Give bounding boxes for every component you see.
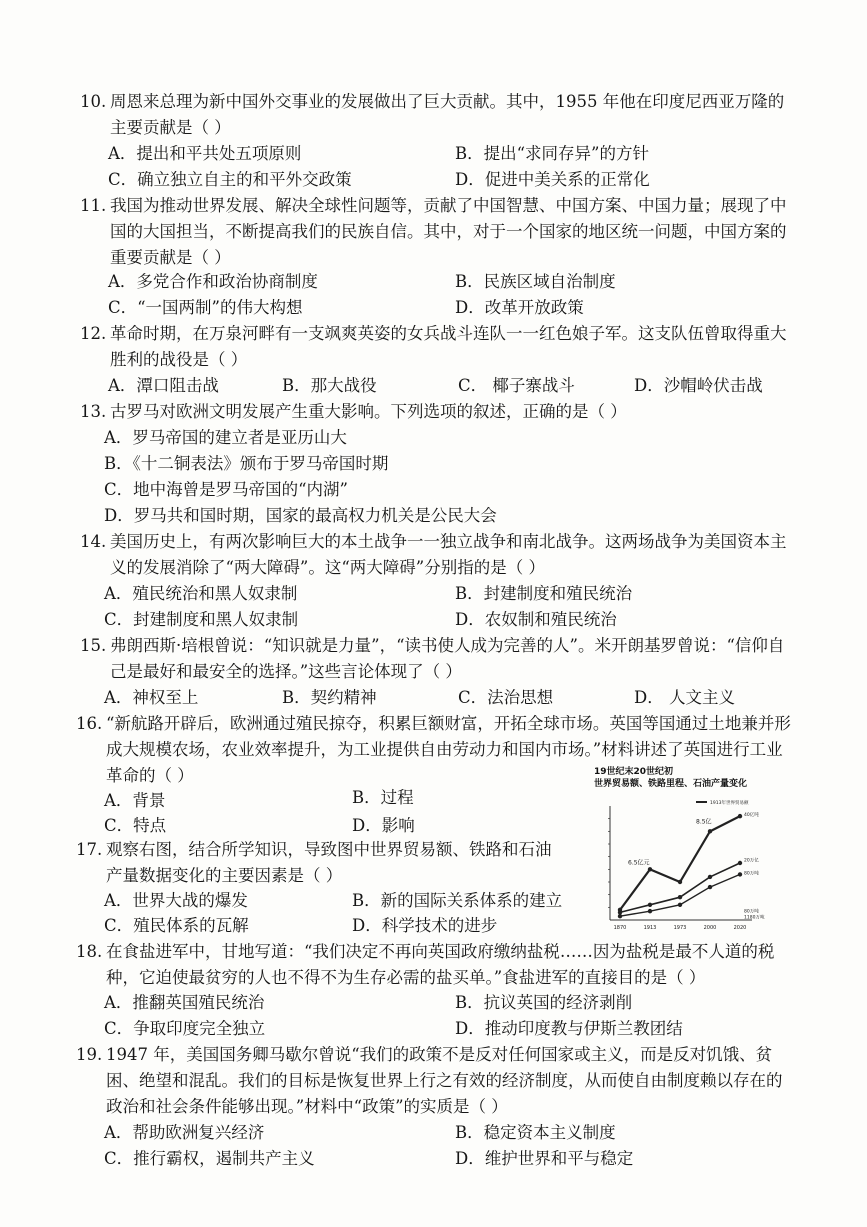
question-number: 14. bbox=[80, 532, 107, 551]
question-13 bbox=[80, 399, 795, 425]
question-stem: 美国历史上，有两次影响巨大的本土战争一一独立战争和南北战争。这两场战争为美国资本主义的发展消除了“两大障碍”。这“两大障碍”分别指的是（ ） bbox=[110, 532, 787, 577]
question-number: 15. bbox=[80, 636, 107, 655]
question-stem: “新航路开辟后，欧洲通过殖民掠夺，积累巨额财富，开拓全球市场。英国等国通过土地兼并形成大规模农场，农业效率提升，为工业提供自由劳动力和国内市场。”材料讲述了英国进行工业革命的（ ） bbox=[106, 714, 791, 785]
data-point bbox=[738, 814, 742, 818]
option-a[interactable]: A．潭口阻击战 bbox=[108, 376, 219, 395]
option-d[interactable]: D．农奴制和殖民统治 bbox=[455, 610, 617, 629]
question-number: 13. bbox=[80, 402, 107, 421]
option-b[interactable]: B．新的国际关系体系的建立 bbox=[352, 891, 563, 910]
question-stem: 革命时期，在万泉河畔有一支飒爽英姿的女兵战斗连队一一红色娘子军。这支队伍曾取得重大胜利的战役是（ ） bbox=[110, 324, 787, 369]
question-number: 18. bbox=[76, 942, 103, 961]
data-point bbox=[708, 885, 712, 889]
option-a[interactable]: A．背景 bbox=[104, 791, 166, 810]
question-number: 17. bbox=[76, 840, 103, 859]
option-a[interactable]: A．多党合作和政治协商制度 bbox=[108, 272, 318, 291]
option-d[interactable]: D． 人文主义 bbox=[634, 688, 735, 707]
chart-annotation: 6.5亿元 bbox=[628, 859, 650, 867]
option-b[interactable]: B．那大战役 bbox=[282, 376, 377, 395]
question-19 bbox=[76, 1042, 795, 1120]
chart-annotation: 80万吨 bbox=[744, 909, 759, 915]
option-a[interactable]: A．罗马帝国的建立者是亚历山大 bbox=[104, 428, 347, 447]
option-c[interactable]: C．“一国两制”的伟大构想 bbox=[108, 298, 303, 317]
data-point bbox=[708, 875, 712, 879]
question-number: 16. bbox=[76, 714, 103, 733]
option-a[interactable]: A．提出和平共处五项原则 bbox=[108, 144, 302, 163]
option-b[interactable]: B．提出“求同存异”的方针 bbox=[455, 144, 649, 163]
option-d[interactable]: D．沙帽岭伏击战 bbox=[634, 376, 763, 395]
question-stem: 观察右图，结合所学知识，导致图中世界贸易额、铁路和石油产量数据变化的主要因素是（ ） bbox=[106, 840, 552, 885]
option-b[interactable]: B．契约精神 bbox=[282, 688, 377, 707]
option-d[interactable]: D．促进中美关系的正常化 bbox=[455, 170, 650, 189]
question-stem: 1947 年，美国国务卿马歇尔曾说“我们的政策不是反对任何国家或主义，而是反对饥饿、贫困、绝望和混乱。我们的目标是恢复世界上行之有效的经济制度，从而使自由制度赖以存在的政治和社会条件能够出现。”材料中“政策”的实质是（ ） bbox=[106, 1045, 783, 1116]
option-d[interactable]: D．科学技术的进步 bbox=[352, 916, 498, 935]
data-point bbox=[648, 867, 652, 871]
option-a[interactable]: A．帮助欧洲复兴经济 bbox=[104, 1123, 265, 1142]
data-point bbox=[738, 872, 742, 876]
question-number: 10. bbox=[80, 92, 107, 111]
question-15 bbox=[80, 633, 795, 685]
option-b[interactable]: B．民族区域自治制度 bbox=[455, 272, 616, 291]
x-tick-label: 1913 bbox=[643, 925, 657, 931]
line-chart-figure bbox=[590, 762, 785, 932]
option-a[interactable]: A．殖民统治和黑人奴隶制 bbox=[104, 584, 298, 603]
option-d[interactable]: D．推动印度教与伊斯兰教团结 bbox=[455, 1019, 683, 1038]
chart-annotation: 20万亿 bbox=[744, 858, 759, 864]
chart-title-line2: 世界贸易额、铁路里程、石油产量变化 bbox=[594, 779, 748, 789]
option-c[interactable]: C．确立独立自主的和平外交政策 bbox=[108, 170, 352, 189]
option-a[interactable]: A．世界大战的爆发 bbox=[104, 891, 248, 910]
option-c[interactable]: C．封建制度和黑人奴隶制 bbox=[104, 610, 299, 629]
option-c[interactable]: C． 椰子寨战斗 bbox=[458, 376, 575, 395]
x-tick-label: 1870 bbox=[613, 925, 627, 931]
option-c[interactable]: C．法治思想 bbox=[458, 688, 554, 707]
option-b[interactable]: B．稳定资本主义制度 bbox=[455, 1123, 616, 1142]
question-number: 11. bbox=[80, 196, 107, 215]
data-point bbox=[648, 909, 652, 913]
question-stem: 在食盐进军中，甘地写道：“我们决定不再向英国政府缴纳盐税……因为盐税是最不人道的税种，它迫使最贫穷的人也不得不为生存必需的盐买单。”食盐进军的直接目的是（ ） bbox=[106, 942, 775, 987]
data-point bbox=[678, 903, 682, 907]
data-point bbox=[618, 910, 622, 914]
option-d[interactable]: D．维护世界和平与稳定 bbox=[455, 1149, 634, 1168]
question-18 bbox=[76, 939, 795, 991]
option-a[interactable]: A．神权至上 bbox=[104, 688, 199, 707]
option-b[interactable]: B．《十二铜表法》颁布于罗马帝国时期 bbox=[104, 454, 389, 473]
question-stem: 古罗马对欧洲文明发展产生重大影响。下列选项的叙述，正确的是（ ） bbox=[110, 402, 627, 421]
option-c[interactable]: C．争取印度完全独立 bbox=[104, 1019, 266, 1038]
chart-annotation: 80万吨 bbox=[744, 871, 759, 877]
option-d[interactable]: D．罗马共和国时期，国家的最高权力机关是公民大会 bbox=[104, 506, 497, 525]
option-a[interactable]: A．推翻英国殖民统治 bbox=[104, 993, 265, 1012]
question-stem: 周恩来总理为新中国外交事业的发展做出了巨大贡献。其中，1955 年他在印度尼西亚万隆的主要贡献是（ ） bbox=[110, 92, 785, 137]
data-point bbox=[678, 895, 682, 899]
option-b[interactable]: B．抗议英国的经济剥削 bbox=[455, 993, 633, 1012]
chart-title-line1: 19世纪末20世纪初 bbox=[594, 767, 674, 777]
question-12 bbox=[80, 321, 795, 373]
x-tick-label: 2020 bbox=[733, 925, 747, 931]
x-tick-label: 1973 bbox=[673, 925, 687, 931]
question-number: 12. bbox=[80, 324, 107, 343]
option-b[interactable]: B．封建制度和殖民统治 bbox=[455, 584, 633, 603]
chart-annotation: 1180万吨 bbox=[744, 915, 765, 921]
data-point bbox=[738, 861, 742, 865]
question-stem: 弗朗西斯·培根曾说：“知识就是力量”，“读书使人成为完善的人”。米开朗基罗曾说：“信仰自己是最好和最安全的选择。”这些言论体现了（ ） bbox=[110, 636, 785, 681]
data-point bbox=[618, 914, 622, 918]
option-c[interactable]: C．推行霸权，遏制共产主义 bbox=[104, 1149, 315, 1168]
option-c[interactable]: C．特点 bbox=[104, 816, 167, 835]
chart-annotation: 40亿吨 bbox=[744, 813, 759, 819]
question-11 bbox=[80, 193, 795, 271]
option-c[interactable]: C．地中海曾是罗马帝国的“内湖” bbox=[104, 480, 348, 499]
chart-annotation: 8.5亿 bbox=[696, 818, 712, 826]
option-b[interactable]: B．过程 bbox=[352, 788, 414, 807]
data-point bbox=[708, 829, 712, 833]
question-stem: 我国为推动世界发展、解决全球性问题等，贡献了中国智慧、中国方案、中国力量；展现了中国的大国担当，不断提高我们的民族自信。其中，对于一个国家的地区统一问题，中国方案的重要贡献是（ ） bbox=[110, 196, 787, 267]
option-d[interactable]: D．改革开放政策 bbox=[455, 298, 584, 317]
question-14 bbox=[80, 529, 795, 581]
legend-label: 1913年世界贸易额 bbox=[710, 801, 749, 806]
option-c[interactable]: C．殖民体系的瓦解 bbox=[104, 916, 249, 935]
x-tick-label: 2000 bbox=[703, 925, 717, 931]
option-d[interactable]: D．影响 bbox=[352, 816, 415, 835]
data-point bbox=[678, 880, 682, 884]
question-17 bbox=[76, 837, 556, 889]
question-number: 19. bbox=[76, 1045, 103, 1064]
trade-railway-oil-chart bbox=[590, 762, 785, 932]
data-point bbox=[648, 903, 652, 907]
question-10 bbox=[80, 89, 795, 141]
